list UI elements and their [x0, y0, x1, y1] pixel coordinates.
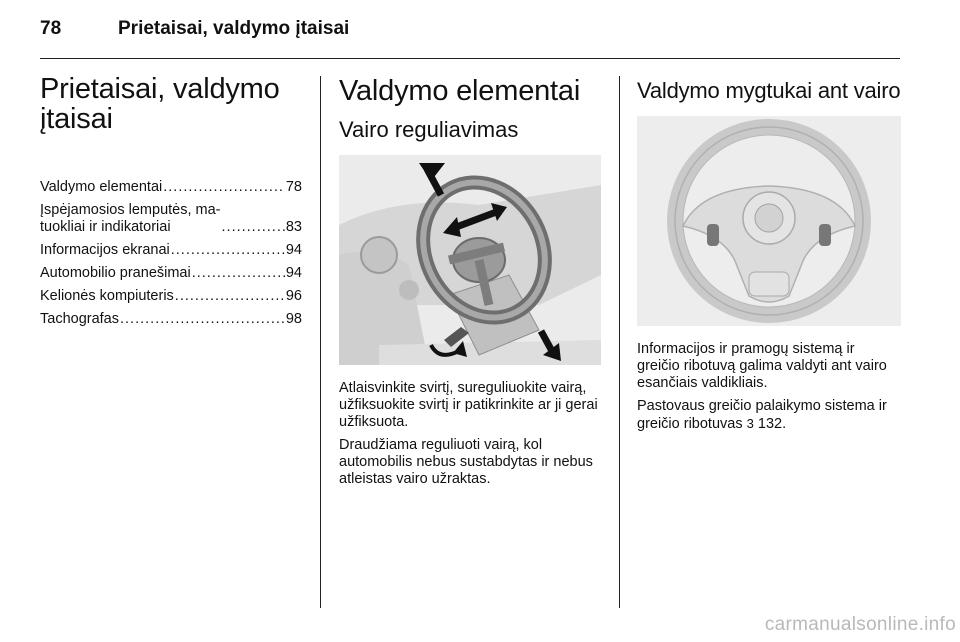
toc-label: Automobilio pranešimai	[40, 265, 191, 281]
paragraph: Draudžiama reguliuoti vairą, kol automobilis nebus sustabdytas ir nebus atleistas vairo užraktas.	[339, 437, 593, 487]
steering-adjust-illustration	[339, 155, 601, 365]
right-column	[637, 74, 901, 439]
paragraph-text: Pastovaus greičio palaikymo sistema ir greičio ribotuvas	[637, 398, 887, 432]
steering-wheel-controls-illustration	[637, 116, 901, 326]
watermark: carmanualsonline.info	[764, 614, 956, 635]
toc-entry[interactable]	[40, 179, 302, 196]
chapter-title: Prietaisai, valdymo įtaisai	[40, 73, 280, 135]
toc-label: Informacijos ekranai	[40, 242, 170, 258]
toc-label: Kelionės kompiuteris	[40, 288, 174, 304]
toc-label: Įspėjamosios lemputės, ma- tuokliai ir indikatoriai	[40, 202, 221, 235]
middle-column	[339, 74, 601, 494]
toc-entry[interactable]	[40, 202, 302, 236]
section-title: Valdymo mygtukai ant vairo	[637, 78, 901, 103]
toc-page: 94	[285, 265, 302, 281]
toc-entry[interactable]	[40, 242, 302, 259]
table-of-contents	[40, 179, 302, 328]
toc-page: 98	[285, 311, 302, 327]
toc-page: 96	[285, 288, 302, 304]
toc-entry[interactable]	[40, 311, 302, 328]
toc-entry[interactable]	[40, 288, 302, 305]
page-number: 78	[40, 18, 62, 39]
reference-arrow-icon: 3	[746, 416, 754, 431]
reference-page[interactable]: 132.	[757, 416, 787, 432]
paragraph: Informacijos ir pramogų sistemą ir greičio ribotuvą galima valdyti ant vairo esančiais valdikliais.	[637, 341, 887, 391]
section-title: Valdymo elementai	[339, 75, 581, 107]
steering-wheel-icon	[637, 116, 901, 326]
column-divider-1	[320, 76, 321, 608]
toc-label: Valdymo elementai	[40, 179, 163, 195]
subsection-title: Vairo reguliavimas	[339, 117, 519, 142]
toc-page: 83	[285, 219, 302, 235]
header-divider	[40, 58, 900, 59]
toc-page: 78	[285, 179, 302, 195]
paragraph: Atlaisvinkite svirtį, sureguliuokite vairą, užfiksuokite svirtį ir patikrinkite ar ji gerai užfiksuota.	[339, 380, 598, 430]
paragraph	[637, 398, 901, 433]
steering-adjust-icon	[339, 155, 601, 365]
wheel-controls-text	[637, 341, 901, 433]
page-header	[40, 18, 900, 58]
left-column	[40, 74, 302, 334]
toc-page: 94	[285, 242, 302, 258]
toc-label: Tachografas	[40, 311, 119, 327]
column-divider-2	[619, 76, 620, 608]
running-title: Prietaisai, valdymo įtaisai	[118, 18, 350, 39]
steering-adjust-text	[339, 380, 601, 488]
toc-entry[interactable]	[40, 265, 302, 282]
